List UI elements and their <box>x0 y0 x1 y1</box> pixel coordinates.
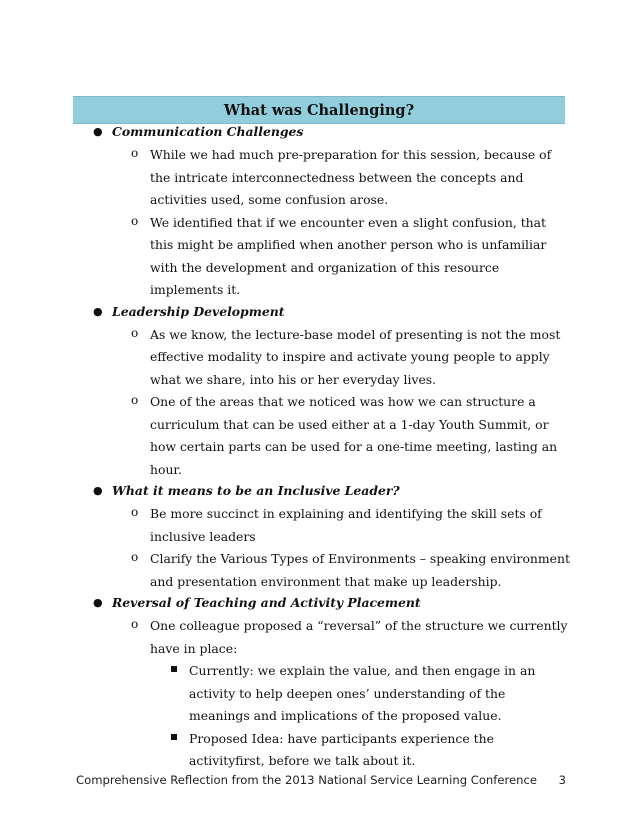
sub-item <box>0 615 638 660</box>
page-footer <box>76 773 566 787</box>
bullet-title: Leadership Development <box>112 303 285 319</box>
bullet-item <box>0 122 638 144</box>
sub-item-text: Clarify the Various Types of Environments – speaking environment and presentation environment that make up leadership. <box>150 551 570 589</box>
bullet-item <box>0 481 638 503</box>
sub-item-text: One of the areas that we noticed was how we can structure a curriculum that can be used either at a 1-day Youth Summit, or how certain parts can be used for a one-time meeting, lasting an hour. <box>150 394 558 477</box>
sub-item <box>0 503 638 548</box>
sub-sub-item <box>0 728 638 773</box>
sub-item-text: Be more succinct in explaining and identifying the skill sets of inclusive leaders <box>150 506 542 544</box>
bullet-title: Reversal of Teaching and Activity Placement <box>112 595 421 610</box>
sub-item-text: We identified that if we encounter even a slight confusion, that this might be amplified when another person who is unfamiliar with the development and organization of this resource implements it. <box>150 214 547 297</box>
page-number: 3 <box>558 773 566 787</box>
bullet-title: What it means to be an Inclusive Leader? <box>112 483 400 498</box>
sub-item <box>0 144 638 212</box>
section-heading: What was Challenging? <box>223 101 415 119</box>
bullet-icon: ● <box>93 304 103 318</box>
circle-bullet-icon: o <box>131 325 139 340</box>
bullet-icon: ● <box>93 125 103 138</box>
sub-item <box>0 324 638 392</box>
sub-sub-item-text: Currently: we explain the value, and then engage in an activity to help deepen ones’ understanding of the meanings and implications of the proposed value. <box>189 663 536 723</box>
sub-sub-item-text: Proposed Idea: have participants experience the activityfirst, before we talk about it. <box>189 730 494 768</box>
bullet-item <box>0 302 638 324</box>
sub-item-text: One colleague proposed a “reversal” of the structure we currently have in place: <box>150 618 568 656</box>
sub-item <box>0 391 638 481</box>
section-heading-bar <box>73 96 565 124</box>
circle-bullet-icon: o <box>131 617 139 631</box>
sub-sub-item <box>0 660 638 728</box>
circle-bullet-icon: o <box>131 550 139 564</box>
square-bullet-icon <box>171 734 177 740</box>
bullet-icon: ● <box>93 484 103 497</box>
sub-item <box>0 212 638 302</box>
sub-item-text: While we had much pre-preparation for this session, because of the intricate interconnectedness between the concepts and activities used, some confusion arose. <box>150 147 552 207</box>
bullet-title: Communication Challenges <box>112 124 304 139</box>
content <box>0 122 638 773</box>
circle-bullet-icon: o <box>131 505 139 519</box>
bullet-icon: ● <box>93 596 103 609</box>
circle-bullet-icon: o <box>131 146 139 160</box>
sub-item-text: As we know, the lecture-base model of presenting is not the most effective modality to inspire and activate young people to apply what we share, into his or her everyday lives. <box>150 326 561 387</box>
sub-item <box>0 548 638 593</box>
bullet-item <box>0 593 638 615</box>
circle-bullet-icon: o <box>131 393 139 407</box>
footer-text: Comprehensive Reflection from the 2013 National Service Learning Conference <box>76 773 537 787</box>
circle-bullet-icon: o <box>131 213 139 228</box>
square-bullet-icon <box>171 666 177 672</box>
